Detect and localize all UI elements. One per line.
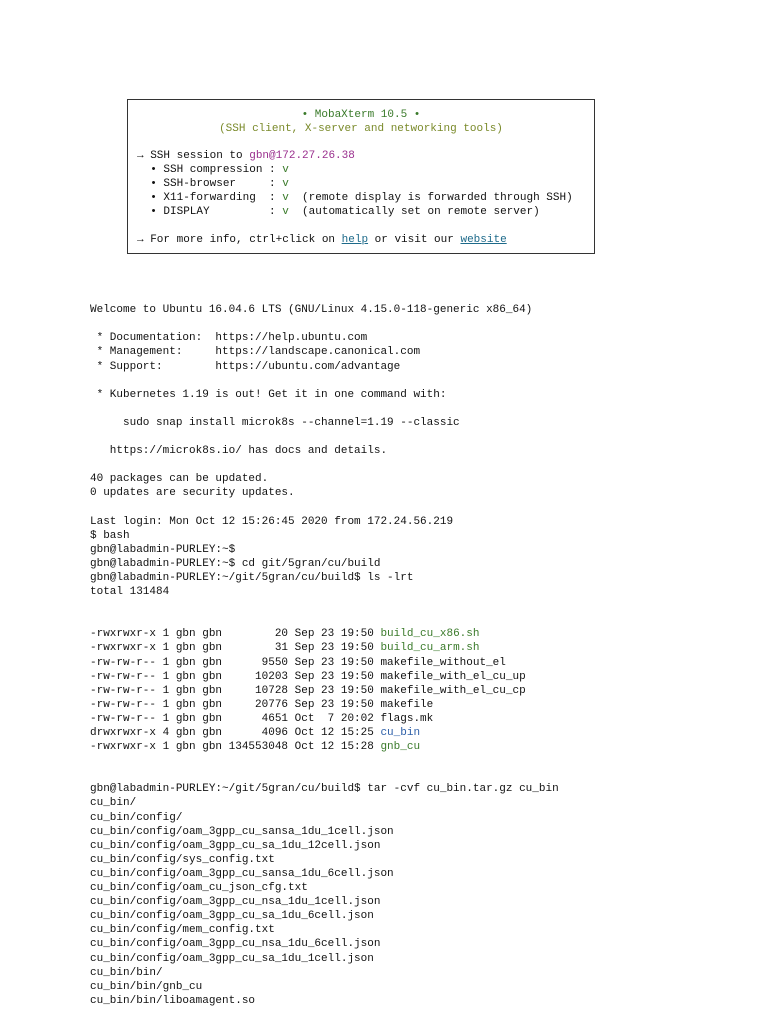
- session-prefix: → SSH session to: [137, 150, 250, 162]
- listing-row: [90, 698, 559, 712]
- website-link[interactable]: website: [460, 234, 507, 246]
- terminal-line: * Management: https://landscape.canonical.com: [90, 346, 421, 359]
- listing-filename: build_cu_x86.sh: [380, 628, 480, 641]
- terminal-line: Last login: Mon Oct 12 15:26:45 2020 from 172.24.56.219: [90, 515, 454, 528]
- terminal-line: cu_bin/: [90, 797, 137, 810]
- terminal-line: cu_bin/config/oam_3gpp_cu_sa_1du_6cell.json: [90, 910, 374, 923]
- mobaxterm-banner: [127, 99, 595, 254]
- session-host: 172.27.26.38: [275, 150, 355, 162]
- terminal-line: sudo snap install microk8s --channel=1.19 --classic: [90, 416, 460, 429]
- banner-title: • MobaXterm 10.5 •: [301, 109, 421, 121]
- terminal-line: * Kubernetes 1.19 is out! Get it in one command with:: [90, 388, 447, 401]
- terminal-line: gbn@labadmin-PURLEY:~$: [90, 543, 236, 556]
- terminal-line: gbn@labadmin-PURLEY:~$ cd git/5gran/cu/build: [90, 557, 381, 570]
- terminal-line: gbn@labadmin-PURLEY:~/git/5gran/cu/build$ tar -cvf cu_bin.tar.gz cu_bin: [90, 783, 559, 796]
- terminal-lines-after: [90, 782, 559, 1008]
- terminal-output[interactable]: [90, 275, 559, 1022]
- listing-row: [90, 656, 559, 670]
- listing-meta: -rwxrwxr-x 1 gbn gbn 134553048 Oct 12 15:28: [90, 741, 381, 754]
- terminal-line: [90, 430, 559, 444]
- feature-x11-forwarding: [137, 191, 573, 205]
- feature-value: v: [282, 192, 289, 204]
- file-listing: [90, 627, 559, 754]
- terminal-line: [90, 458, 559, 472]
- feature-value: v: [282, 206, 289, 218]
- help-link[interactable]: help: [341, 234, 369, 246]
- feature-note: (automatically set on remote server): [288, 206, 540, 218]
- terminal-line: 40 packages can be updated.: [90, 473, 269, 486]
- info-prefix: → For more info, ctrl+click on: [137, 234, 342, 246]
- listing-filename: makefile_with_el_cu_up: [380, 670, 526, 683]
- terminal-line: cu_bin/config/oam_3gpp_cu_nsa_1du_6cell.json: [90, 938, 381, 951]
- feature-note: (remote display is forwarded through SSH): [288, 192, 573, 204]
- feature-ssh-compression: [137, 163, 289, 177]
- terminal-line: cu_bin/config/sys_config.txt: [90, 853, 275, 866]
- terminal-line: cu_bin/config/: [90, 811, 183, 824]
- terminal-line: $ bash: [90, 529, 130, 542]
- terminal-line: 0 updates are security updates.: [90, 487, 295, 500]
- feature-display: [137, 205, 540, 219]
- feature-value: v: [282, 164, 289, 176]
- feature-label: • SSH-browser :: [137, 178, 283, 190]
- banner-subtitle: (SSH client, X-server and networking tools): [219, 123, 503, 135]
- terminal-line: total 131484: [90, 586, 170, 599]
- terminal-line: cu_bin/config/oam_3gpp_cu_sa_1du_12cell.json: [90, 839, 381, 852]
- session-at: @: [269, 150, 276, 162]
- terminal-line: * Documentation: https://help.ubuntu.com: [90, 332, 368, 345]
- terminal-line: cu_bin/config/mem_config.txt: [90, 924, 275, 937]
- terminal-line: cu_bin/config/oam_3gpp_cu_nsa_1du_1cell.json: [90, 896, 381, 909]
- listing-meta: -rwxrwxr-x 1 gbn gbn 20 Sep 23 19:50: [90, 628, 381, 641]
- listing-filename: cu_bin: [380, 727, 421, 739]
- terminal-line: cu_bin/config/oam_cu_json_cfg.txt: [90, 882, 308, 895]
- ssh-session-line: [137, 149, 355, 163]
- listing-meta: -rw-rw-r-- 1 gbn gbn 10728 Sep 23 19:50: [90, 684, 381, 697]
- listing-filename: makefile_with_el_cu_cp: [380, 684, 526, 697]
- feature-label: • SSH compression :: [137, 164, 283, 176]
- listing-row: [90, 712, 559, 726]
- listing-row: [90, 627, 559, 641]
- listing-filename: gnb_cu: [380, 741, 421, 754]
- more-info-line: [137, 233, 507, 247]
- terminal-line: * Support: https://ubuntu.com/advantage: [90, 360, 401, 373]
- listing-meta: -rw-rw-r-- 1 gbn gbn 4651 Oct 7 20:02: [90, 712, 381, 725]
- feature-ssh-browser: [137, 177, 289, 191]
- listing-row: [90, 641, 559, 655]
- terminal-line: [90, 374, 559, 388]
- listing-filename: makefile_without_el: [380, 656, 506, 669]
- terminal-line: [90, 402, 559, 416]
- terminal-line: cu_bin/config/oam_3gpp_cu_sansa_1du_1cell.json: [90, 825, 394, 838]
- terminal-line: cu_bin/bin/: [90, 966, 163, 979]
- listing-filename: makefile: [380, 698, 434, 711]
- terminal-line: cu_bin/config/oam_3gpp_cu_sansa_1du_6cell.json: [90, 867, 394, 880]
- listing-filename: build_cu_arm.sh: [380, 642, 480, 655]
- listing-row: [90, 670, 559, 684]
- listing-row: [90, 726, 559, 740]
- listing-filename: flags.mk: [380, 712, 434, 725]
- feature-value: v: [282, 178, 289, 190]
- listing-meta: -rw-rw-r-- 1 gbn gbn 10203 Sep 23 19:50: [90, 670, 381, 683]
- terminal-line: gbn@labadmin-PURLEY:~/git/5gran/cu/build$ ls -lrt: [90, 571, 414, 584]
- terminal-line: [90, 501, 559, 515]
- feature-label: • DISPLAY :: [137, 206, 283, 218]
- session-user: gbn: [249, 150, 270, 162]
- listing-row: [90, 740, 559, 754]
- listing-row: [90, 684, 559, 698]
- feature-label: • X11-forwarding :: [137, 192, 283, 204]
- terminal-line: Welcome to Ubuntu 16.04.6 LTS (GNU/Linux 4.15.0-118-generic x86_64): [90, 304, 533, 317]
- terminal-line: cu_bin/bin/gnb_cu: [90, 980, 203, 993]
- terminal-line: https://microk8s.io/ has docs and details.: [90, 445, 388, 458]
- terminal-line: cu_bin/bin/liboamagent.so: [90, 994, 256, 1007]
- listing-meta: -rw-rw-r-- 1 gbn gbn 9550 Sep 23 19:50: [90, 656, 381, 669]
- listing-meta: -rwxrwxr-x 1 gbn gbn 31 Sep 23 19:50: [90, 642, 381, 655]
- info-middle: or visit our: [368, 234, 461, 246]
- listing-meta: -rw-rw-r-- 1 gbn gbn 20776 Sep 23 19:50: [90, 698, 381, 711]
- terminal-line: [90, 317, 559, 331]
- terminal-line: cu_bin/config/oam_3gpp_cu_sa_1du_1cell.json: [90, 952, 374, 965]
- terminal-lines: [90, 303, 559, 599]
- listing-meta: drwxrwxr-x 4 gbn gbn 4096 Oct 12 15:25: [90, 727, 381, 739]
